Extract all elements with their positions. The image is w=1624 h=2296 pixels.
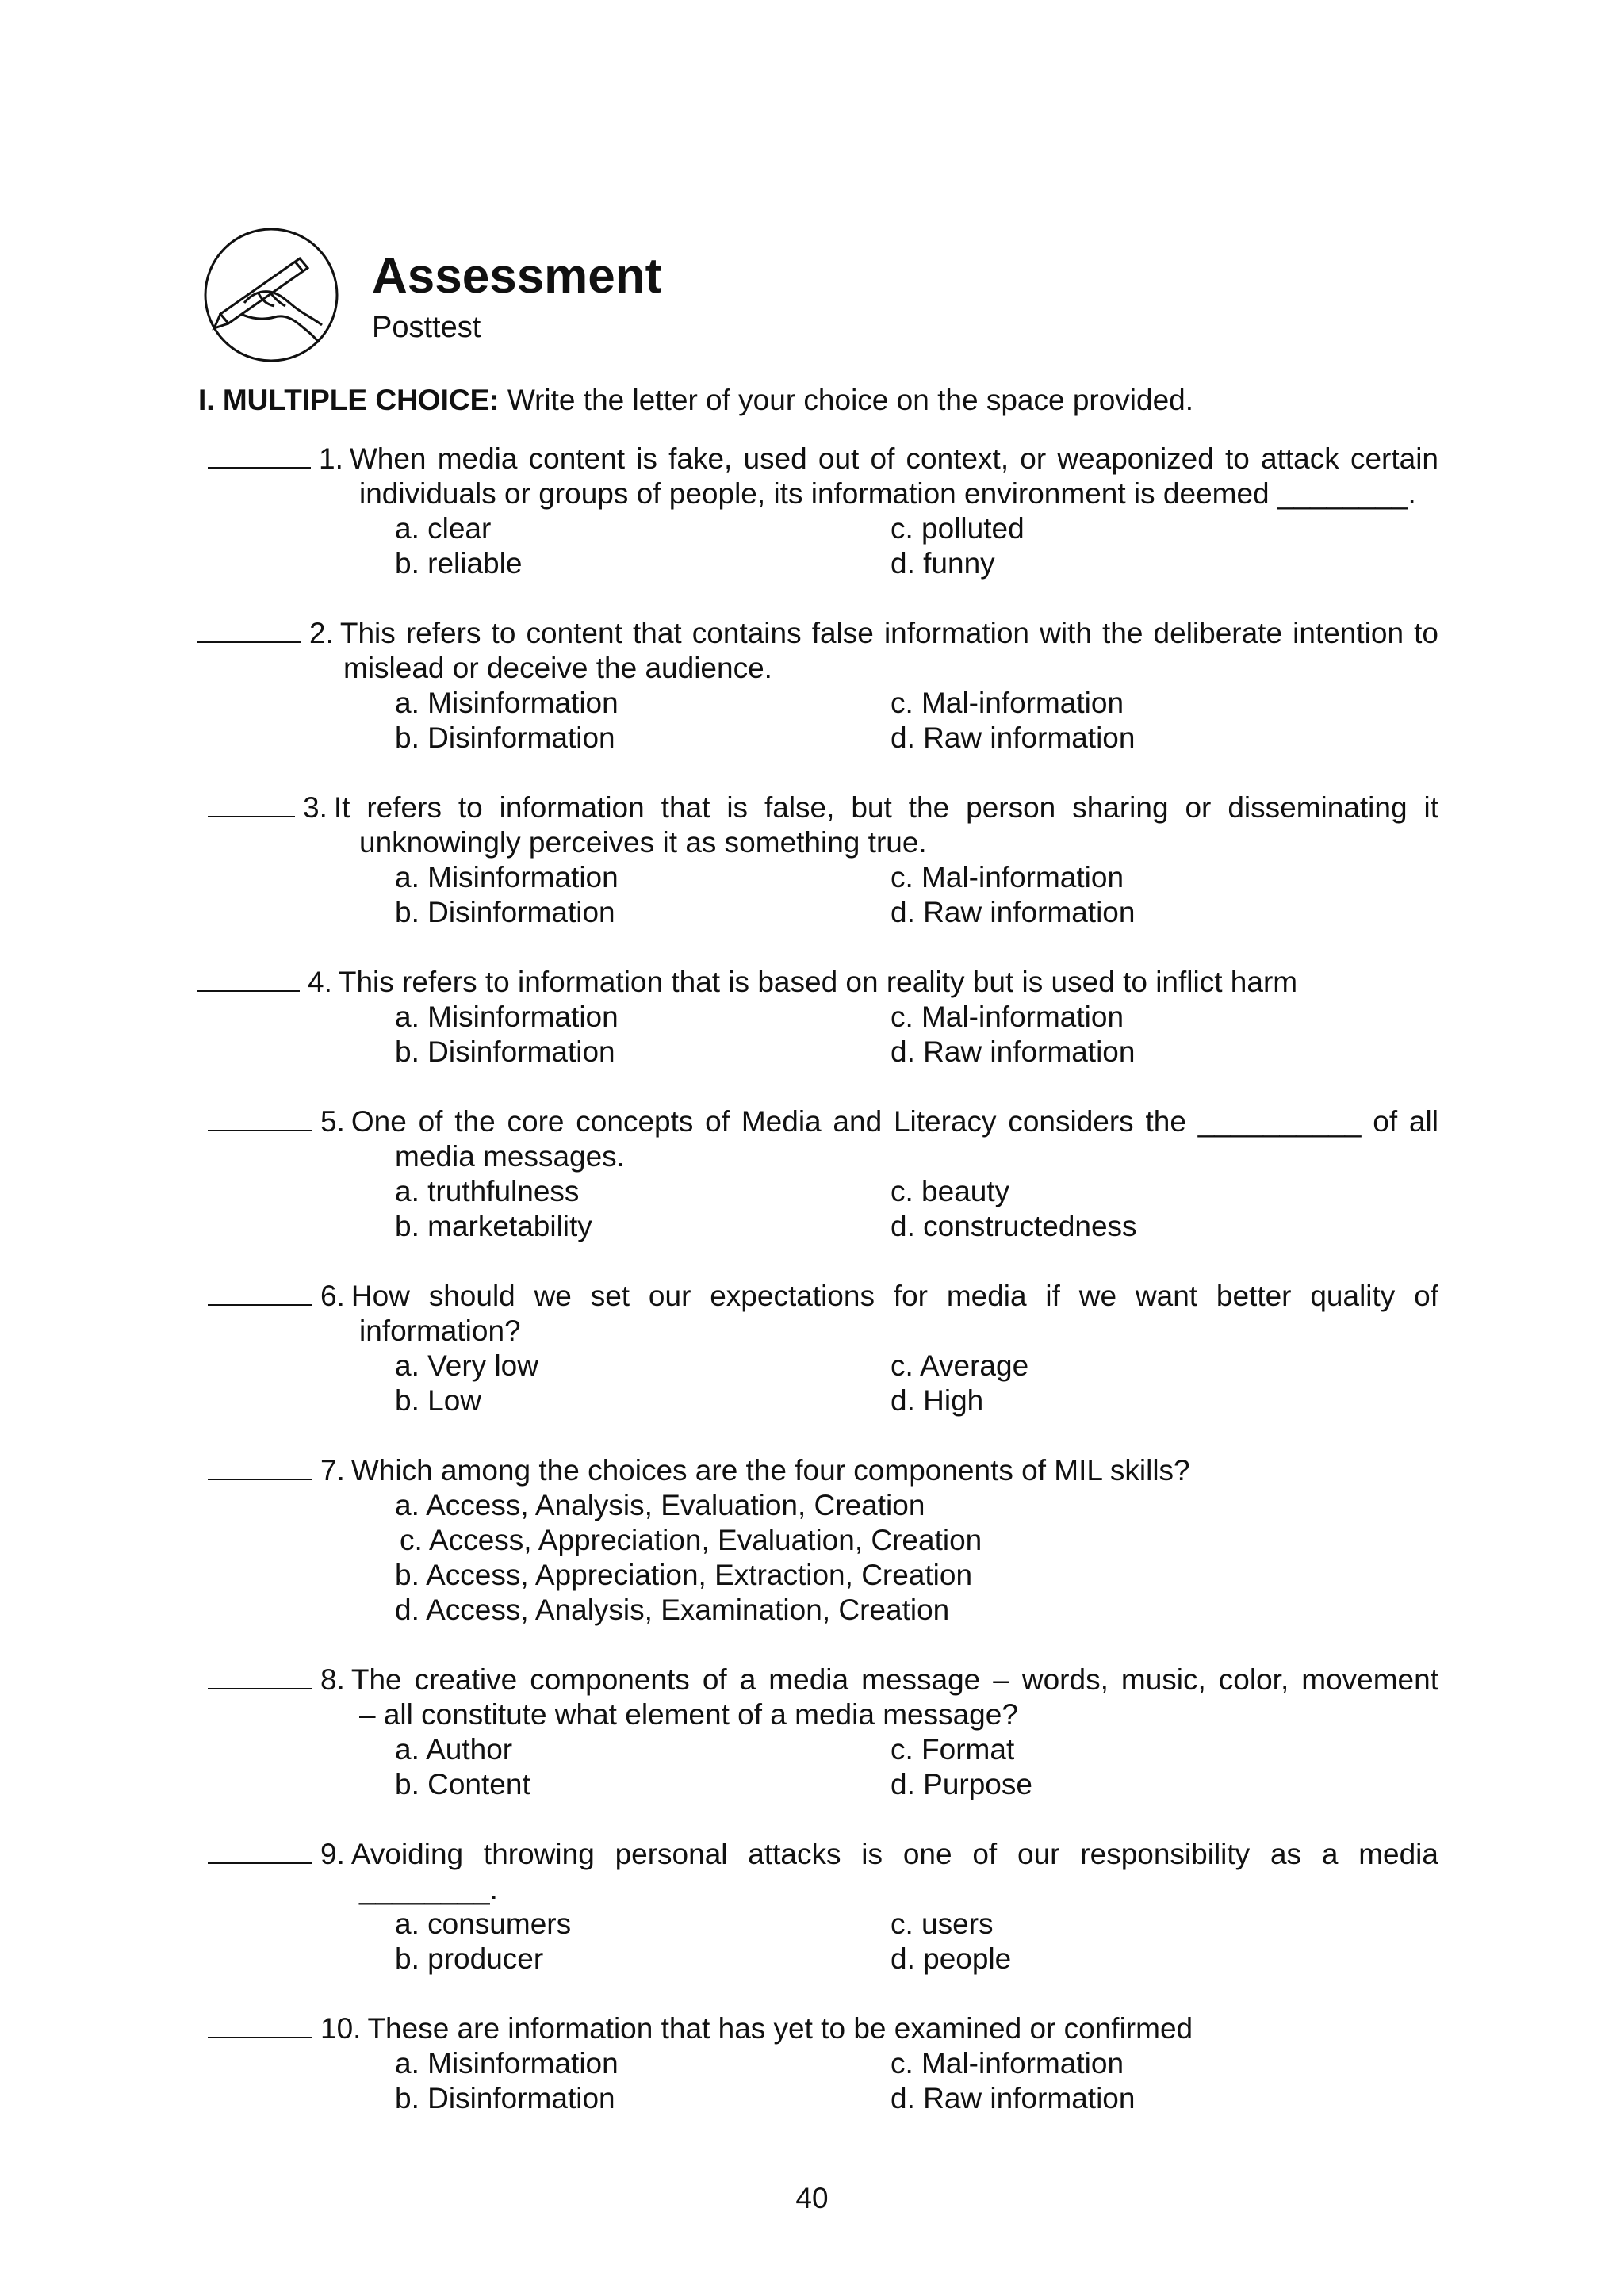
question-first-line <box>197 442 1438 476</box>
choice-option: c. Mal-information <box>891 2047 1124 2080</box>
choice-option: b. Disinformation <box>395 721 615 754</box>
choice-option: a. Misinformation <box>395 1001 619 1033</box>
choice-option: b. Access, Appreciation, Extraction, Creation <box>395 1559 973 1591</box>
choice-option: d. Raw information <box>891 896 1136 928</box>
choice-option: d. people <box>891 1942 1012 1975</box>
question-number: 1. <box>319 442 343 475</box>
question-item <box>197 1279 1438 1418</box>
question-text: When media content is fake, used out of context, or weaponized to attack certain <box>349 442 1438 475</box>
choice-option: a. Author <box>395 1733 513 1766</box>
choice-option: c. Format <box>891 1733 1015 1766</box>
choice-option: b. Disinformation <box>395 896 615 928</box>
assessment-header <box>203 227 917 369</box>
question-item <box>197 1663 1438 1802</box>
answer-blank[interactable] <box>208 1455 312 1480</box>
choice-option: a. clear <box>395 512 492 545</box>
choice-option: d. Purpose <box>891 1768 1032 1800</box>
choice-option: c. Mal-information <box>891 687 1124 719</box>
choice-option: b. producer <box>395 1942 544 1975</box>
question-first-line <box>197 1104 1438 1139</box>
question-first-line <box>197 616 1438 651</box>
question-first-line <box>197 965 1438 1000</box>
answer-blank[interactable] <box>208 443 311 469</box>
choice-grid <box>395 686 1438 756</box>
choice-option: d. High <box>891 1384 984 1417</box>
question-item <box>197 1837 1438 1976</box>
question-first-line <box>197 1279 1438 1314</box>
question-text: This refers to information that is based on reality but is used to inflict harm <box>338 966 1298 998</box>
choice-option: a. Misinformation <box>395 861 619 894</box>
choice-option: d. Raw information <box>891 1035 1136 1068</box>
question-text: How should we set our expectations for media if we want better quality of <box>350 1280 1438 1312</box>
question-text-continued: media messages. <box>395 1140 625 1173</box>
question-text: These are information that has yet to be examined or confirmed <box>367 2012 1193 2045</box>
choice-option: c. Mal-information <box>891 1001 1124 1033</box>
answer-blank[interactable] <box>208 1106 312 1131</box>
question-list <box>197 442 1438 2151</box>
question-text: This refers to content that contains false information with the deliberate intention to <box>339 617 1438 649</box>
instruction-text: Write the letter of your choice on the space provided. <box>499 384 1194 416</box>
question-text-continued: ________. <box>359 1873 498 1905</box>
choice-option: b. Disinformation <box>395 1035 615 1068</box>
answer-blank[interactable] <box>208 1839 312 1864</box>
choice-option: d. constructedness <box>891 1210 1137 1242</box>
question-number: 3. <box>303 791 327 824</box>
question-item <box>197 965 1438 1070</box>
answer-blank[interactable] <box>197 618 301 643</box>
choice-option: b. marketability <box>395 1210 592 1242</box>
question-first-line <box>197 1837 1438 1872</box>
question-item <box>197 790 1438 930</box>
instruction <box>198 383 1193 418</box>
choice-list <box>395 1488 1438 1628</box>
choice-option: c. users <box>891 1908 994 1940</box>
page-title: Assessment <box>372 249 662 304</box>
question-text: Avoiding throwing personal attacks is one of our responsibility as a media <box>350 1838 1438 1870</box>
choice-option: a. consumers <box>395 1908 572 1940</box>
answer-blank[interactable] <box>208 792 295 817</box>
choice-option: c. beauty <box>891 1175 1010 1207</box>
choice-option: c. polluted <box>891 512 1025 545</box>
question-text-continued: mislead or deceive the audience. <box>343 652 772 684</box>
pencil-hand-icon <box>203 227 339 363</box>
question-item <box>197 616 1438 756</box>
choice-grid <box>395 1349 1438 1418</box>
question-first-line <box>197 2011 1438 2046</box>
question-text-continued: individuals or groups of people, its information environment is deemed ________. <box>359 477 1416 510</box>
question-item <box>197 2011 1438 2116</box>
choice-option: b. reliable <box>395 547 523 580</box>
page-subtitle: Posttest <box>372 311 481 344</box>
question-item <box>197 1104 1438 1244</box>
question-number: 7. <box>320 1454 345 1487</box>
question-text: The creative components of a media message – words, music, color, movement <box>350 1663 1438 1696</box>
answer-blank[interactable] <box>197 966 300 992</box>
choice-option: b. Disinformation <box>395 2082 615 2114</box>
choice-grid <box>395 1000 1438 1070</box>
question-text-continued: – all constitute what element of a media message? <box>359 1698 1018 1731</box>
question-number: 10. <box>320 2012 362 2045</box>
question-first-line <box>197 1663 1438 1697</box>
question-number: 8. <box>320 1663 345 1696</box>
choice-grid <box>395 1174 1438 1244</box>
choice-option: b. Low <box>395 1384 482 1417</box>
choice-option: d. Access, Analysis, Examination, Creation <box>395 1594 950 1626</box>
question-text: One of the core concepts of Media and Literacy considers the __________ of all <box>350 1105 1438 1138</box>
question-first-line <box>197 790 1438 825</box>
question-text-continued: unknowingly perceives it as something true. <box>359 826 927 859</box>
choice-option: a. Access, Analysis, Evaluation, Creation <box>395 1489 925 1521</box>
question-first-line <box>197 1453 1438 1488</box>
question-number: 9. <box>320 1838 345 1870</box>
choice-grid <box>395 2046 1438 2116</box>
choice-option: c. Access, Appreciation, Evaluation, Creation <box>400 1524 982 1556</box>
question-text-continued: information? <box>359 1314 521 1347</box>
instruction-label: I. MULTIPLE CHOICE: <box>198 384 500 416</box>
choice-option: c. Mal-information <box>891 861 1124 894</box>
choice-option: b. Content <box>395 1768 530 1800</box>
choice-option: a. Misinformation <box>395 687 619 719</box>
answer-blank[interactable] <box>208 1664 312 1689</box>
choice-option: c. Average <box>891 1349 1029 1382</box>
question-number: 4. <box>308 966 332 998</box>
choice-grid <box>395 511 1438 581</box>
question-item <box>197 1453 1438 1628</box>
page-number: 40 <box>795 2182 829 2214</box>
choice-grid <box>395 1907 1438 1976</box>
question-number: 5. <box>320 1105 345 1138</box>
choice-option: a. truthfulness <box>395 1175 580 1207</box>
choice-option: d. Raw information <box>891 2082 1136 2114</box>
question-text: It refers to information that is false, but the person sharing or disseminating it <box>333 791 1438 824</box>
choice-option: d. funny <box>891 547 995 580</box>
choice-option: a. Misinformation <box>395 2047 619 2080</box>
answer-blank[interactable] <box>208 2013 312 2038</box>
question-text: Which among the choices are the four components of MIL skills? <box>350 1454 1190 1487</box>
choice-grid <box>395 1732 1438 1802</box>
question-number: 6. <box>320 1280 345 1312</box>
question-item <box>197 442 1438 581</box>
choice-grid <box>395 860 1438 930</box>
question-number: 2. <box>309 617 334 649</box>
answer-blank[interactable] <box>208 1280 312 1306</box>
choice-option: d. Raw information <box>891 721 1136 754</box>
choice-option: a. Very low <box>395 1349 538 1382</box>
